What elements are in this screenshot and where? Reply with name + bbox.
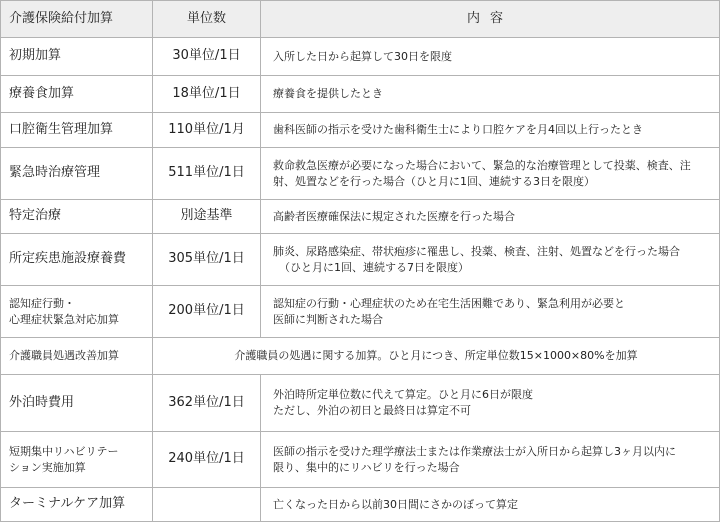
table-row	[1, 148, 720, 200]
row-unit: 240単位/1日	[153, 432, 261, 488]
table-row	[1, 432, 720, 488]
content-line: 救命救急医療が必要になった場合において、緊急的な治療管理として投薬、検査、注	[273, 158, 691, 172]
table-row	[1, 76, 720, 113]
row-name: 療養食加算	[1, 76, 153, 113]
row-name	[1, 432, 153, 488]
row-name: 口腔衛生管理加算	[1, 113, 153, 148]
row-content: 入所した日から起算して30日を限度	[261, 38, 720, 76]
row-name: 介護職員処遇改善加算	[1, 338, 153, 375]
table-row	[1, 488, 720, 522]
row-merged-content: 介護職員の処遇に関する加算。ひと月につき、所定単位数15×1000×80%を加算	[153, 338, 720, 375]
name-line: ション実施加算	[9, 460, 86, 474]
row-unit: 305単位/1日	[153, 234, 261, 286]
name-line: 認知症行動・	[9, 296, 75, 310]
table-row	[1, 338, 720, 375]
row-content	[261, 375, 720, 432]
table-row	[1, 234, 720, 286]
row-content	[261, 148, 720, 200]
name-line: 心理症状緊急対応加算	[9, 312, 119, 326]
table-row	[1, 286, 720, 338]
row-unit: 110単位/1月	[153, 113, 261, 148]
row-name: ターミナルケア加算	[1, 488, 153, 522]
content-line: 限り、集中的にリハビリを行った場合	[273, 460, 460, 474]
content-line: 射、処置などを行った場合（ひと月に1回、連続する3日を限度）	[273, 174, 595, 188]
row-content	[261, 286, 720, 338]
content-line: 外泊時所定単位数に代えて算定。ひと月に6日が限度	[273, 388, 533, 402]
row-content: 療養食を提供したとき	[261, 76, 720, 113]
header-content: 内容	[261, 1, 720, 38]
row-name: 所定疾患施設療養費	[1, 234, 153, 286]
row-unit	[153, 488, 261, 522]
content-line: 認知症の行動・心理症状のため在宅生活困難であり、緊急利用が必要と	[273, 296, 625, 310]
row-name: 特定治療	[1, 200, 153, 234]
row-content: 亡くなった日から以前30日間にさかのぼって算定	[261, 488, 720, 522]
header-unit: 単位数	[153, 1, 261, 38]
row-unit: 18単位/1日	[153, 76, 261, 113]
row-content	[261, 432, 720, 488]
header-name: 介護保険給付加算	[1, 1, 153, 38]
row-unit: 別途基準	[153, 200, 261, 234]
row-content: 歯科医師の指示を受けた歯科衛生士により口腔ケアを月4回以上行ったとき	[261, 113, 720, 148]
row-unit: 362単位/1日	[153, 375, 261, 432]
row-name: 初期加算	[1, 38, 153, 76]
content-line: 医師に判断された場合	[273, 312, 383, 326]
row-unit: 511単位/1日	[153, 148, 261, 200]
table-row	[1, 200, 720, 234]
header-row	[1, 1, 720, 38]
content-line: （ひと月に1回、連続する7日を限度）	[279, 260, 469, 274]
content-line: 肺炎、尿路感染症、帯状疱疹に罹患し、投薬、検査、注射、処置などを行った場合	[273, 244, 680, 258]
content-line: ただし、外泊の初日と最終日は算定不可	[273, 404, 471, 417]
row-name: 緊急時治療管理	[1, 148, 153, 200]
table-row	[1, 375, 720, 432]
row-name: 外泊時費用	[1, 375, 153, 432]
table-row	[1, 38, 720, 76]
row-unit: 30単位/1日	[153, 38, 261, 76]
table-row	[1, 113, 720, 148]
content-line: 医師の指示を受けた理学療法士または作業療法士が入所日から起算し3ヶ月以内に	[273, 444, 676, 458]
row-unit: 200単位/1日	[153, 286, 261, 338]
row-content	[261, 234, 720, 286]
row-name	[1, 286, 153, 338]
name-line: 短期集中リハビリテー	[9, 444, 119, 458]
row-content: 高齢者医療確保法に規定された医療を行った場合	[261, 200, 720, 234]
